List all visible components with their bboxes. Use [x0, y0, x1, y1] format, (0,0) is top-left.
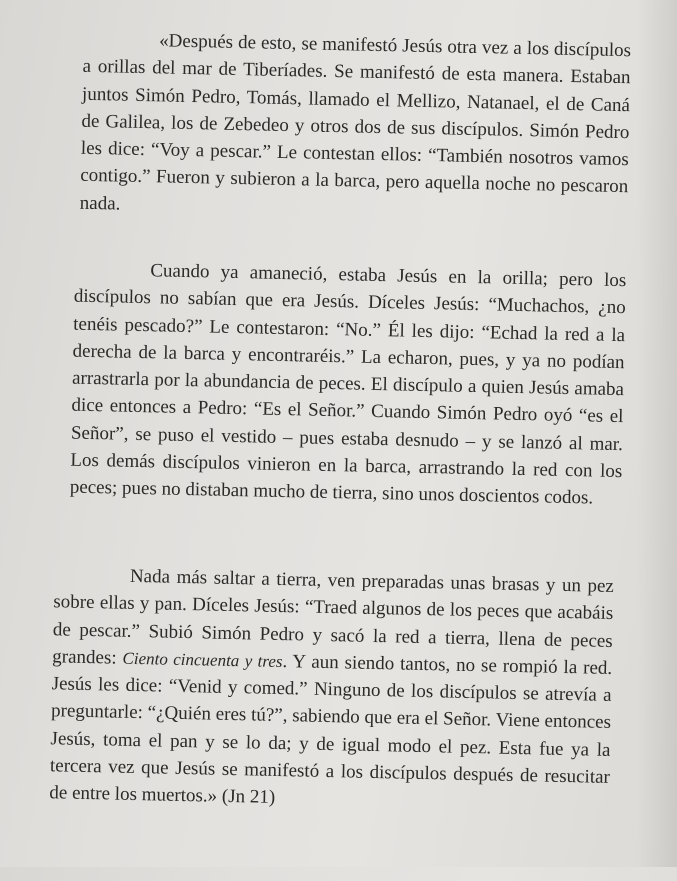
paragraph-1: «Después de esto, se manifestó Jesús otra vez a los discípulos a orillas del mar de Tiberíades. Se manifestó de esta manera. Estaban juntos Simón Pedro, Tomás, llamado el Mellizo, Natanael, el de Caná de Galilea, los de Zebedeo y otros dos de sus discípulos. Simón Pedro les dice: “Voy a pescar.” Le contestan ellos: “También nosotros vamos contigo.” Fueron y subieron a la barca, pero aquella noche no pescaron nada.	[79, 30, 632, 215]
paragraph-3-italic-text: Ciento cincuenta y tres	[122, 648, 283, 671]
paragraph-2: Cuando ya amaneció, estaba Jesús en la orilla; pero los discípulos no sabían que era Jesús. Díceles Jesús: “Muchachos, ¿no tenéis pescado?” Le contestaron: “No.” Él les dijo: “Echad la red a la derecha de la barca y encontraréis.” La echaron, pues, y ya no podían arrastrarla por la abundancia de peces. El discípulo a quien Jesús amaba dice entonces a Pedro: “Es el Señor.” Cuando Simón Pedro oyó “es el Señor”, se puso el vestido – pues estaba desnudo – y se lanzó al mar. Los demás discípulos vinieron en la barca, arrastrando la red con los peces; pues no distaban mucho de tierra, sino unos doscientos codos.	[69, 260, 627, 509]
paragraph-3-text-end: . Y aun siendo tantos, no se rompió la red. Jesús les dice: “Venid y comed.” Ninguno de los discípulos se atrevía a preguntarle: “¿Quién eres tú?”, sabiendo que era el Señor. Viene entonces Jesús, toma el pan y se lo da; y de igual modo el pez. Esta fue ya la tercera vez que Jesús se manifestó a los discípulos después de resucitar de entre los muertos.» (Jn 21)	[49, 650, 613, 809]
paragraph-3-text-start: Nada más saltar a tierra, ven preparadas unas brasas y un pez sobre ellas y pan. Díceles Jesús: “Traed algunos de los peces que acabáis de pescar.” Subió Simón Pedro y sacó la red a tierra, llena de peces grandes:	[52, 565, 615, 669]
paragraph-3	[49, 561, 614, 818]
